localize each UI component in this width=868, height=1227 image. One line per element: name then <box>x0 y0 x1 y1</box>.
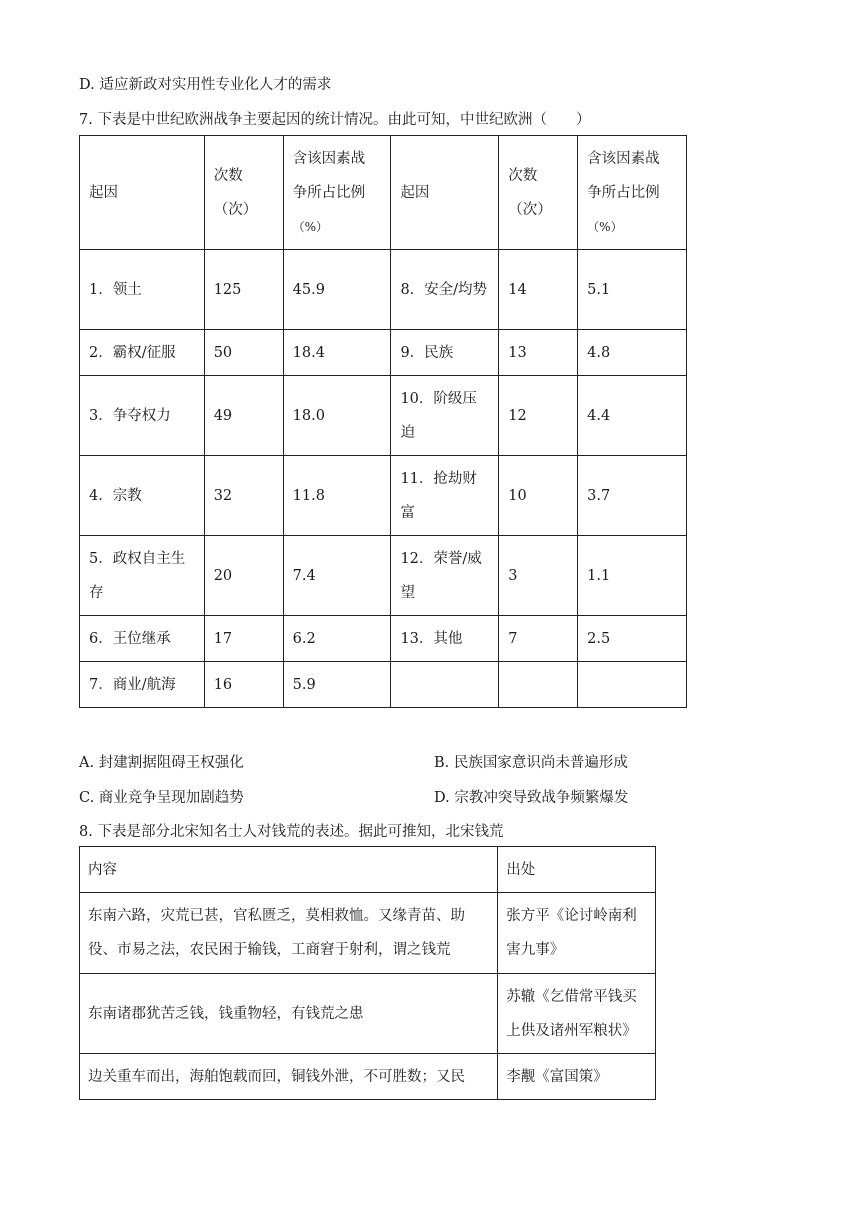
header-count-line1: 次数 <box>213 167 243 184</box>
cell-ratio-2: 3.7 <box>578 456 687 536</box>
table-header-row <box>80 847 656 893</box>
cell-ratio: 45.9 <box>283 250 391 330</box>
cell-count: 125 <box>204 250 283 330</box>
cell-content: 边关重车而出，海舶饱载而回，铜钱外泄，不可胜数；又民 <box>80 1054 498 1100</box>
cell-ratio-2 <box>578 662 687 708</box>
q7-option-a[interactable]: A. 封建割据阻碍王权强化 <box>79 755 244 771</box>
cell-count-2: 3 <box>499 536 578 616</box>
header-ratio-2 <box>578 136 687 250</box>
cell-content: 东南六路，灾荒已甚，官私匮乏，莫相救恤。又缘青苗、助役、市易之法，农民困于输钱，工商窘于射利，谓之钱荒 <box>80 893 498 974</box>
cell-ratio-2: 5.1 <box>578 250 687 330</box>
q7-option-d[interactable]: D. 宗教冲突导致战争频繁爆发 <box>434 790 629 806</box>
header-ratio-line3: （%） <box>292 219 329 234</box>
cell-source: 苏辙《乞借常平钱买上供及诸州军粮状》 <box>498 974 656 1054</box>
header-ratio <box>283 136 391 250</box>
cell-count: 32 <box>204 456 283 536</box>
cell-ratio: 11.8 <box>283 456 391 536</box>
table-row <box>80 893 656 974</box>
cell-cause: 5．政权自主生存 <box>80 536 205 616</box>
header-ratio-2-line1: 含该因素战 <box>587 150 660 167</box>
table-header-row <box>80 136 687 250</box>
cell-count-2: 12 <box>499 376 578 456</box>
cell-count-2: 14 <box>499 250 578 330</box>
q7-table <box>79 135 687 708</box>
cell-ratio: 7.4 <box>283 536 391 616</box>
cell-count: 17 <box>204 616 283 662</box>
cell-cause-2: 12．荣誉/威望 <box>391 536 499 616</box>
cell-cause-2: 9．民族 <box>391 330 499 376</box>
cell-cause-2: 13．其他 <box>391 616 499 662</box>
q6-option-d: D. 适应新政对实用性专业化人才的需求 <box>79 77 332 93</box>
cell-ratio-2: 2.5 <box>578 616 687 662</box>
q7-option-b[interactable]: B. 民族国家意识尚未普遍形成 <box>434 755 628 771</box>
table-row <box>80 616 687 662</box>
cell-cause: 6．王位继承 <box>80 616 205 662</box>
header-ratio-2-line2: 争所占比例 <box>587 184 660 201</box>
header-content: 内容 <box>80 847 498 893</box>
cell-count: 50 <box>204 330 283 376</box>
header-count-2 <box>499 136 578 250</box>
table-row <box>80 974 656 1054</box>
header-count-2-line1: 次数 <box>508 167 538 184</box>
table-row <box>80 536 687 616</box>
header-cause: 起因 <box>80 136 205 250</box>
table-row <box>80 1054 656 1100</box>
cell-ratio: 18.0 <box>283 376 391 456</box>
cell-cause-2: 11．抢劫财富 <box>391 456 499 536</box>
q8-stem: 8. 下表是部分北宋知名士人对钱荒的表述。据此可推知，北宋钱荒 <box>79 824 504 840</box>
table-row <box>80 330 687 376</box>
cell-cause: 4．宗教 <box>80 456 205 536</box>
cell-ratio-2: 4.8 <box>578 330 687 376</box>
table-row <box>80 662 687 708</box>
cell-count-2: 7 <box>499 616 578 662</box>
header-count-line2: （次） <box>213 201 258 218</box>
cell-ratio: 18.4 <box>283 330 391 376</box>
cell-cause-2: 10．阶级压迫 <box>391 376 499 456</box>
cell-count-2 <box>499 662 578 708</box>
header-cause-2: 起因 <box>391 136 499 250</box>
cell-count: 16 <box>204 662 283 708</box>
header-count-2-line2: （次） <box>508 201 552 218</box>
cell-cause: 7．商业/航海 <box>80 662 205 708</box>
table-row <box>80 376 687 456</box>
cell-source: 李觏《富国策》 <box>498 1054 656 1100</box>
cell-cause: 3．争夺权力 <box>80 376 205 456</box>
cell-ratio: 5.9 <box>283 662 391 708</box>
cell-content: 东南诸郡犹苦乏钱，钱重物轻，有钱荒之患 <box>80 974 498 1054</box>
cell-cause: 2．霸权/征服 <box>80 330 205 376</box>
cell-count: 20 <box>204 536 283 616</box>
table-row <box>80 250 687 330</box>
cell-count: 49 <box>204 376 283 456</box>
cell-count-2: 10 <box>499 456 578 536</box>
header-ratio-line2: 争所占比例 <box>292 184 366 201</box>
cell-ratio-2: 1.1 <box>578 536 687 616</box>
cell-count-2: 13 <box>499 330 578 376</box>
cell-cause: 1．领土 <box>80 250 205 330</box>
header-count <box>204 136 283 250</box>
header-ratio-2-line3: （%） <box>587 219 623 234</box>
q7-stem: 7. 下表是中世纪欧洲战争主要起因的统计情况。由此可知，中世纪欧洲（ ） <box>79 112 591 128</box>
header-ratio-line1: 含该因素战 <box>292 150 366 167</box>
cell-ratio: 6.2 <box>283 616 391 662</box>
q7-option-c[interactable]: C. 商业竞争呈现加剧趋势 <box>79 790 244 806</box>
header-source: 出处 <box>498 847 656 893</box>
q8-table <box>79 846 656 1100</box>
cell-source: 张方平《论讨岭南利害九事》 <box>498 893 656 974</box>
table-row <box>80 456 687 536</box>
cell-cause-2: 8．安全/均势 <box>391 250 499 330</box>
cell-cause-2 <box>391 662 499 708</box>
cell-ratio-2: 4.4 <box>578 376 687 456</box>
